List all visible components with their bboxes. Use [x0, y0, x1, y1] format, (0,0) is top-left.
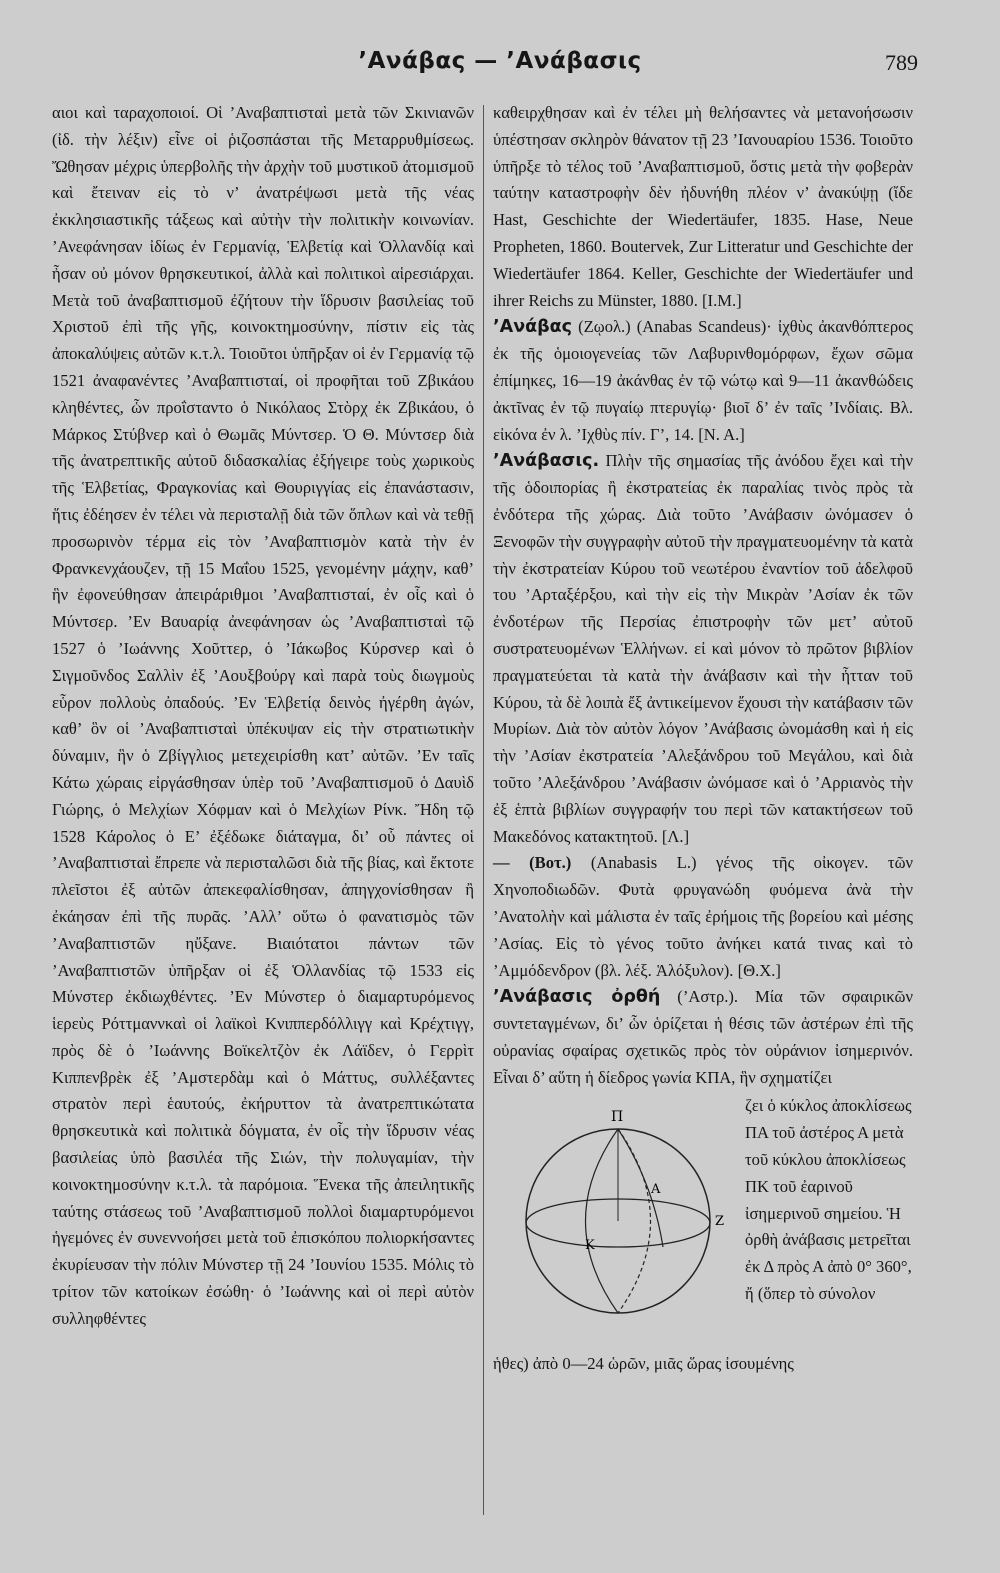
- entry-right-ascension-text: (’Αστρ.). Μία τῶν σφαιρικῶν συντεταγμένων, δι’ ὧν ὁρίζεται ἡ θέσις τῶν ἀστέρων ἐπὶ τῆς οὐρανίας σφαίρας σχετικῶς πρὸς τὸν οὐράνιον ἰσημερινόν. Εἶναι δ’ αὕτη ἡ δίεδρος γωνία ΚΠΑ, ἣν σχηματίζει: [493, 987, 913, 1087]
- label-k: K: [585, 1238, 595, 1254]
- running-title: ’Ανάβας — ’Ανάβασις: [358, 48, 642, 74]
- celestial-sphere-diagram: [493, 1093, 743, 1343]
- page-number: 789: [885, 50, 918, 75]
- entry-right-ascension-continued: ἡθες) ἀπὸ 0—24 ὡρῶν, μιᾶς ὥρας ἰσουμένης: [493, 1354, 794, 1374]
- entry-anabas-headword: ’Ανάβας: [493, 317, 573, 338]
- declination-circle-pk: [586, 1129, 619, 1313]
- page-header: [0, 48, 1000, 88]
- label-z: Z: [715, 1214, 725, 1230]
- label-star: Α: [651, 1182, 661, 1198]
- label-pole: Π: [611, 1109, 624, 1126]
- entry-anabasis: [493, 448, 913, 850]
- figure-side-text: ζει ὁ κύκλος ἀποκλίσεως ΠΑ τοῦ ἀστέρος Α μετὰ τοῦ κύκλου ἀποκλίσεως ΠΚ τοῦ ἐαρινοῦ ἰσημερινοῦ σημείου. Ἡ ὀρθὴ ἀνάβασις μετρεῖται ἐκ Δ πρὸς Α ἀπὸ 0° 360°, ἤ (ὅπερ τὸ σύνολον: [745, 1096, 912, 1304]
- anabaptists-text-continued: καθειρχθησαν καὶ ἐν τέλει μὴ θελήσαντες νὰ μετανοήσωσιν ὑπέστησαν σκληρὸν θάνατον τῇ 23 ’Ιανουαρίου 1536. Τοιοῦτο ὑπῆρξε τὸ τέλος τοῦ ’Αναβαπτισμοῦ, ὅστις μετὰ τὴν φοβερὰν ταύτην καταστροφὴν δὲν ἠδυνήθη πλέον ν’ ἀνακύψῃ (ἴδε Hast, Geschichte der Wiedertäufer, 1835. Hase, Neue Propheten, 1860. Boutervek, Zur Litteratur und Geschichte der Wiedertäufer 1864. Keller, Geschichte der Wiedertäufer und ihrer Reichs zu Münster, 1880. [I.M.]: [493, 103, 913, 310]
- entry-anabasis-botany: [493, 850, 913, 984]
- column-divider: [483, 105, 484, 1515]
- entry-anabasis-text: Πλὴν τῆς σημασίας τῆς ἀνόδου ἔχει καὶ τὴν τῆς ὁδοιπορίας ἢ ἐκστρατείας ἐκ παραλίας τινὸς πρὸς τὰ ἐνδότερα τῆς χώρας. Διὰ τοῦτο ’Ανάβασιν ὠνόμασεν ὁ Ξενοφῶν τὴν συγγραφὴν αὐτοῦ τὴν πραγματευομένην τὰ κατὰ τὴν ἐκστρατείαν Κύρου τοῦ νεωτέρου ἐναντίον τοῦ ἀδελφοῦ του ’Αρταξέρξου, καὶ τὴν εἰς τὴν Μικρὰν ’Ασίαν ἐκ τῶν ἐνδοτέρων τῆς Περσίας ἐπιστροφὴν τῶν μετ’ αὐτοῦ συστρατευομένων Ἑλλήνων. εἰ καὶ μόνον τὸ πρῶτον βιβλίον πραγματεύεται τὰ κατὰ τὴν ἀνάβασιν καὶ τὴν ἧτταν τοῦ Κύρου, τὰ δὲ λοιπὰ ἔξ ἀντικείμενον ἔχουσι τὴν κατάβασιν τῶν Μυρίων. Διὰ τὸν αὐτὸν λόγον ’Ανάβασις ὠνομάσθη καὶ ἡ εἰς τὴν ’Ασίαν ἐκστρατεία ’Αλεξάνδρου τοῦ Μεγάλου, καὶ διὰ τοῦτο ’Αλεξάνδρου ’Ανάβασιν ὠνόμασε καὶ ὁ ’Αρριανὸς τὴν ἐξ ἑπτὰ βιβλίων συγγραφήν του περὶ τῶν κατακτήσεων τοῦ Μακεδόνος κατακτητοῦ. [Λ.]: [493, 451, 913, 846]
- right-column: [493, 100, 913, 1378]
- entry-botany-headword: — (Βοτ.): [493, 853, 572, 873]
- celestial-sphere-figure-block: [493, 1093, 913, 1351]
- entry-botany-text: (Anabasis L.) γένος τῆς οἰκογεν. τῶν Χηνοποδιωδῶν. Φυτὰ φρυγανώδη φυόμενα ἀνὰ τὴν ’Ανατολὴν καὶ μάλιστα ἐν ταῖς ἐρήμοις τῆς βορείου καὶ μέσης ’Ασίας. Εἰς τὸ γένος τοῦτο ἀνήκει κατά τινας καὶ τὸ ’Αμμόδενδρον (βλ. λέξ. Ἁλόξυλον). [Θ.Χ.]: [493, 853, 913, 980]
- entry-right-ascension-headword: ’Ανάβασις ὀρθή: [493, 987, 661, 1008]
- left-column: [52, 100, 474, 1333]
- entry-anabas: [493, 314, 913, 448]
- entry-right-ascension: [493, 984, 913, 1091]
- entry-anabas-text: (Ζῳολ.) (Anabas Scandeus)· ἰχθὺς ἀκανθόπτερος ἐκ τῆς ὁμοιογενείας τῶν Λαβυρινθομόρφων, ἔχων σῶμα ἐπίμηκες, 16—19 ἀκάνθας ἐν τῷ νώτῳ καὶ 9—11 ἀκανθώδεις ἀκτῖνας ἐν τῷ πυγαίῳ πτερυγίῳ· βιοῖ δ’ ἐν ταῖς ’Ινδίαις. Βλ. εἰκόνα ἐν λ. ’Ιχθὺς πίν. Γ’, 14. [Ν. Α.]: [493, 317, 913, 444]
- entry-anabasis-headword: ’Ανάβασις.: [493, 451, 600, 472]
- anabaptists-text: αιοι καὶ ταραχοποιοί. Οἱ ’Αναβαπτισταὶ μετὰ τῶν Σκινιανῶν (ἰδ. τὴν λέξιν) εἶνε οἱ ῥιζοσπάσται τῆς Μεταρρυθμίσεως. Ὤθησαν μέχρις ὑπερβολῆς τὴν ἀρχὴν τοῦ μυστικοῦ ἀτομισμοῦ καὶ ἔτειναν εἰς τὸ ν’ ἀνατρέψωσι μετὰ τῆς νέας ἐκκλησιαστικῆς τάξεως καὶ αὐτὴν τὴν πολιτικὴν κοινωνίαν. ’Ανεφάνησαν ἰδίως ἐν Γερμανίᾳ, Ἑλβετίᾳ καὶ Ὁλλανδίᾳ καὶ ἦσαν οὐ μόνον θρησκευτικοί, ἀλλὰ καὶ πολιτικοὶ αἱρεσιάρχαι. Μετὰ τοῦ ἀναβαπτισμοῦ ἐζήτουν τὴν ἵδρυσιν βασιλείας τοῦ Χριστοῦ ἐπὶ τῆς γῆς, κοινοκτημοσύνην, πίστιν εἰς τὰς ἀποκαλύψεις αὐτῶν κ.τ.λ. Τοιοῦτοι ὑπῆρξαν οἱ ἐν Γερμανίᾳ τῷ 1521 ἀναφανέντες ’Αναβαπτισταί, οἱ προφῆται τοῦ Ζβικάου κληθέντες, ὧν προΐσταντο ὁ Νικόλαος Στὸρχ ἐκ Ζβικάου, ὁ Μάρκος Στύβνερ καὶ ὁ Θωμᾶς Μύντσερ. Ὁ Θ. Μύντσερ διὰ τῆς ἀνατρεπτικῆς αὐτοῦ διδασκαλίας ἐξήγειρε τοὺς χωρικοὺς τῆς Ἑλβετίας, Φραγκονίας καὶ Θουριγγίας εἰς ἐπανάστασιν, ἥτις ἐδέησεν ἐν τέλει νὰ περισταλῇ διὰ τῶν ὅπλων καὶ νὰ τεθῇ προσωρινὸν τέρμα εἰς τὸν ’Αναβαπτισμὸν κατὰ τὴν ἐν Φρανκενχάουζεν, τῇ 15 Μαΐου 1525, γενομένην μάχην, καθ’ ἣν ἐφονεύθησαν ἀπειράριθμοι ’Αναβαπτισταί, ἐν οἷς καὶ ὁ Μύντσερ. ’Εν Βαυαρίᾳ ἀνεφάνησαν ὡς ’Αναβαπτισταὶ τῷ 1527 ὁ ’Ιωάννης Χοῦττερ, ὁ ’Ιάκωβος Κύρσνερ καὶ ὁ Σιγμοῦνδος Σαλλὶν ἐξ ’Αουξβούργ καὶ παρὰ τοὺς διωγμοὺς εὗρον πολλοὺς ὀπαδούς. ’Εν Ἑλβετίᾳ δεινὸς ἠγέρθη ἀγών, καθ’ ὃν οἱ ’Αναβαπτισταὶ ὑπέκυψαν εἰς τὴν στρατιωτικὴν δύναμιν, ἣν ὁ Ζβίγγλιος μετεχειρίσθη κατ’ αὐτῶν. ’Εν ταῖς Κάτω χώραις εἰργάσθησαν ὑπὲρ τοῦ ’Αναβαπτισμοῦ ὁ Δαυὶδ Γιώρης, ὁ Μελχίων Χόφμαν καὶ ὁ Μελχίων Ρίνκ. Ἤδη τῷ 1528 Κάρολος ὁ Ε’ ἐξέδωκε διάταγμα, δι’ οὗ πάντες οἱ ’Αναβαπτισταὶ ἔπρεπε νὰ περισταλῶσι διὰ τῆς βίας, καὶ ἔκτοτε πλεῖστοι ἐξ αὐτῶν ἀπεκεφαλίσθησαν, ἀπηγχονίσθησαν ἢ ἐκάησαν ἐπὶ τῆς πυρᾶς. ’Αλλ’ οὕτω ὁ φανατισμὸς τῶν ’Αναβαπτιστῶν ηὔξανε. Βιαιότατοι πάντων τῶν ’Αναβαπτιστῶν ὑπῆρξαν οἱ ἐξ Ὁλλανδίας τῷ 1533 εἰς Μύνστερ ἐκδιωχθέντες. ’Εν Μύνστερ ὁ διαμαρτυρόμενος ἱερεὺς Ρόττμαννκαὶ οἱ λαϊκοὶ Κνιππερδόλλιγγ καὶ Κρέχτιγγ, πρὸς δὲ ὁ ’Ιωάννης Βοϊκελτζὸν ἐκ Λάϊδεν, ὁ Γερρὶτ Κιππενβρὲκ ἐξ ’Αμστερδὰμ καὶ ὁ Μάττυς, συλλέξαντες στρατὸν περὶ ἑαυτούς, ἐκήρυττον τὰ ἀνατρεπτικώτατα θρησκευτικὰ καὶ πολιτικὰ δόγματα, ἐν οἷς τὴν ἵδρυσιν νέας βασιλείας ὑπὸ βασιλέα τῆς Σιών, τὴν πολυγαμίαν, τὴν κοινοκτημοσύνην κ.τ.λ. τὰ παρόμοια. Ἕνεκα τῆς ἀπειλητικῆς ταύτης στάσεως τοῦ ’Αναβαπτισμοῦ πολλοὶ διαμαρτυρόμενοι ἡγεμόνες ἐν συνεννοήσει μετὰ τοῦ ἐπισκόπου πολιορκήσαντες ἐκυρίευσαν τὴν πόλιν Μύνστερ τῇ 24 ’Ιουνίου 1535. Μόλις τὸ τρίτον τῶν κατοίκων ἐσώθη· ὁ ’Ιωάννης καὶ οἱ περὶ αὐτὸν συλληφθέντες: [52, 103, 474, 1328]
